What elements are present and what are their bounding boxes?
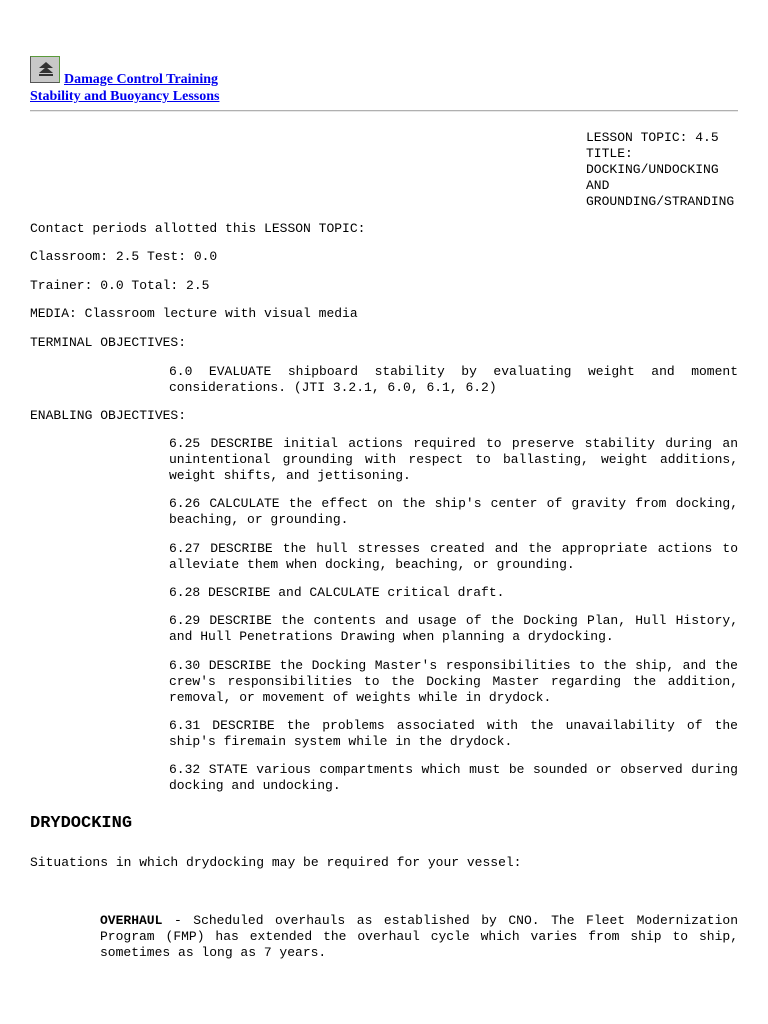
- nav-line-2: [30, 88, 219, 105]
- stability-buoyancy-lessons-link[interactable]: Stability and Buoyancy Lessons: [30, 89, 220, 104]
- title-label: TITLE:: [586, 146, 633, 161]
- navigation-links: [30, 56, 219, 105]
- damage-control-training-link[interactable]: Damage Control Training: [64, 72, 219, 87]
- trainer-periods-text: Trainer: 0.0 Total: 2.5: [30, 278, 210, 293]
- overhaul-term: OVERHAUL: [100, 913, 163, 928]
- enabling-objective-6-28: 6.28 DESCRIBE and CALCULATE critical draft.: [169, 585, 505, 600]
- overhaul-paragraph: [100, 913, 738, 961]
- title-line-2: AND: [586, 178, 610, 193]
- lesson-topic-block: [586, 130, 734, 210]
- media-text: MEDIA: Classroom lecture with visual media: [30, 306, 358, 321]
- enabling-objective-6-26: 6.26 CALCULATE the effect on the ship's center of gravity from docking, beaching, or grounding.: [169, 496, 738, 527]
- terminal-objective: 6.0 EVALUATE shipboard stability by evaluating weight and moment considerations. (JTI 3.2.1, 6.0, 6.1, 6.2): [169, 364, 738, 395]
- classroom-periods-text: Classroom: 2.5 Test: 0.0: [30, 249, 218, 264]
- enabling-objective-6-32: 6.32 STATE various compartments which must be sounded or observed during docking and undocking.: [169, 762, 738, 793]
- drydocking-heading: DRYDOCKING: [30, 814, 133, 833]
- nav-line-1: [30, 56, 219, 88]
- enabling-objective-6-30: 6.30 DESCRIBE the Docking Master's responsibilities to the ship, and the crew's responsibilities to the Docking Master regarding the addition, removal, or movement of weights while in drydock.: [169, 658, 738, 705]
- title-line-3: GROUNDING/STRANDING: [586, 194, 735, 209]
- up-arrow-icon[interactable]: [30, 56, 60, 83]
- enabling-objective-6-25: 6.25 DESCRIBE initial actions required to preserve stability during an unintentional grounding with respect to ballasting, weight additions, weight shifts, and jettisoning.: [169, 436, 738, 483]
- lesson-topic-line: LESSON TOPIC: 4.5: [586, 130, 719, 145]
- enabling-objective-6-27: 6.27 DESCRIBE the hull stresses created and the appropriate actions to alleviate them when docking, beaching, or grounding.: [169, 541, 738, 572]
- enabling-objective-6-31: 6.31 DESCRIBE the problems associated with the unavailability of the ship's firemain system while in the drydock.: [169, 718, 738, 749]
- terminal-objectives-heading: TERMINAL OBJECTIVES:: [30, 335, 187, 350]
- drydocking-situations-text: Situations in which drydocking may be required for your vessel:: [30, 855, 522, 870]
- horizontal-rule: [30, 110, 738, 112]
- title-line-1: DOCKING/UNDOCKING: [586, 162, 719, 177]
- contact-periods-text: Contact periods allotted this LESSON TOPIC:: [30, 221, 366, 236]
- overhaul-description: - Scheduled overhauls as established by CNO. The Fleet Modernization Program (FMP) has extended the overhaul cycle which varies from ship to ship, sometimes as long as 7 years.: [100, 913, 738, 960]
- enabling-objectives-heading: ENABLING OBJECTIVES:: [30, 408, 187, 423]
- enabling-objective-6-29: 6.29 DESCRIBE the contents and usage of the Docking Plan, Hull History, and Hull Penetrations Drawing when planning a drydocking.: [169, 613, 738, 644]
